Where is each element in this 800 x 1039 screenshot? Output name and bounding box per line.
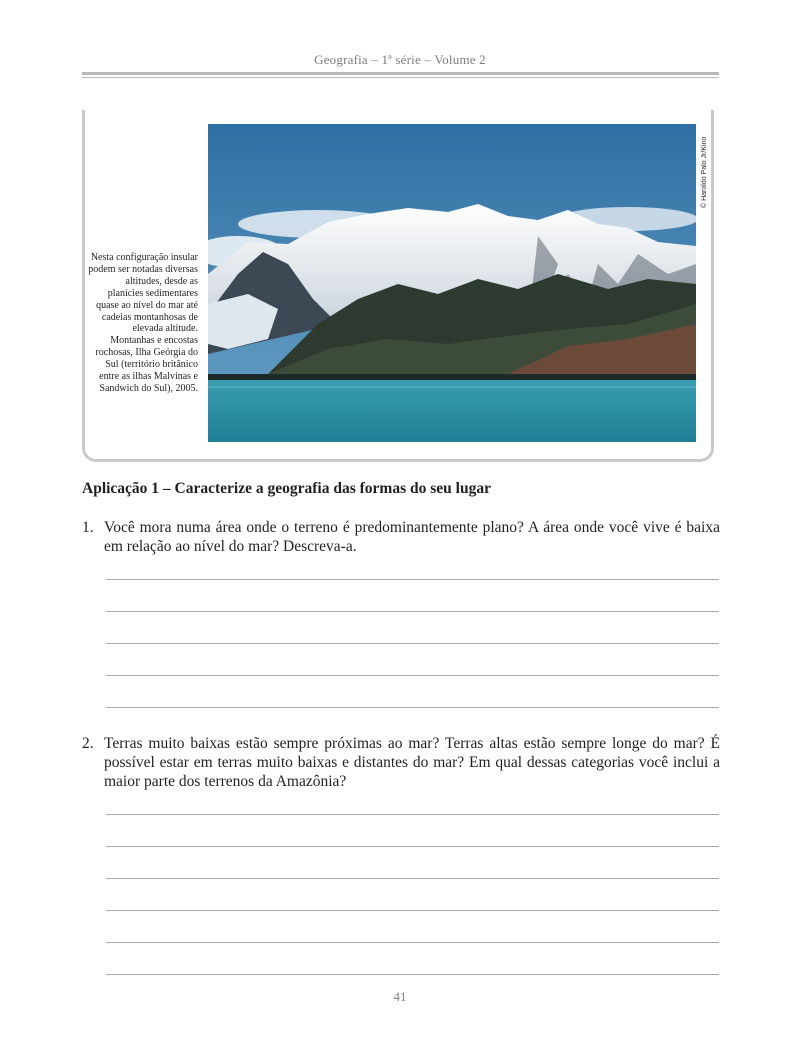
- photo-credit: © Haroldo Palo Jr/Kino: [701, 136, 708, 208]
- answer-line[interactable]: [106, 707, 719, 708]
- application-title: Aplicação 1 – Caracterize a geografia das formas do seu lugar: [82, 480, 491, 497]
- answer-line[interactable]: [106, 878, 719, 879]
- answer-line[interactable]: [106, 974, 719, 975]
- header-rule-thin: [82, 77, 719, 78]
- question-1: [82, 518, 720, 556]
- answer-line[interactable]: [106, 611, 719, 612]
- answer-line[interactable]: [106, 910, 719, 911]
- answer-line[interactable]: [106, 814, 719, 815]
- answer-line[interactable]: [106, 675, 719, 676]
- header-rule: [82, 72, 719, 75]
- lake-highlight: [208, 386, 696, 388]
- answer-line[interactable]: [106, 579, 719, 580]
- question-text: Terras muito baixas estão sempre próximas ao mar? Terras altas estão sempre longe do mar? É possível estar em terras muito baixas e distantes do mar? Em qual dessas categorias você inclui a maior parte dos terrenos da Amazônia?: [104, 735, 720, 790]
- question-number: 2.: [82, 735, 94, 752]
- figure-caption: Nesta configuração insular podem ser notadas diversas altitudes, desde as planícies sedimentares quase ao nível do mar até cadeias montanhosas de elevada altitude. Montanhas e encostas rochosas, Ilha Geórgia do Sul (território britânico entre as ilhas Malvinas e Sandwich do Sul), 2005.: [88, 252, 198, 394]
- running-head: Geografia – 1ª série – Volume 2: [314, 52, 486, 67]
- mountain-photo: [208, 124, 696, 442]
- lake: [208, 380, 696, 442]
- page-number: 41: [393, 989, 407, 1004]
- question-2: [82, 734, 720, 791]
- answer-line[interactable]: [106, 942, 719, 943]
- question-text: Você mora numa área onde o terreno é predominantemente plano? A área onde você vive é baixa em relação ao nível do mar? Descreva-a.: [104, 519, 720, 555]
- question-number: 1.: [82, 519, 94, 536]
- answer-line[interactable]: [106, 846, 719, 847]
- answer-line[interactable]: [106, 643, 719, 644]
